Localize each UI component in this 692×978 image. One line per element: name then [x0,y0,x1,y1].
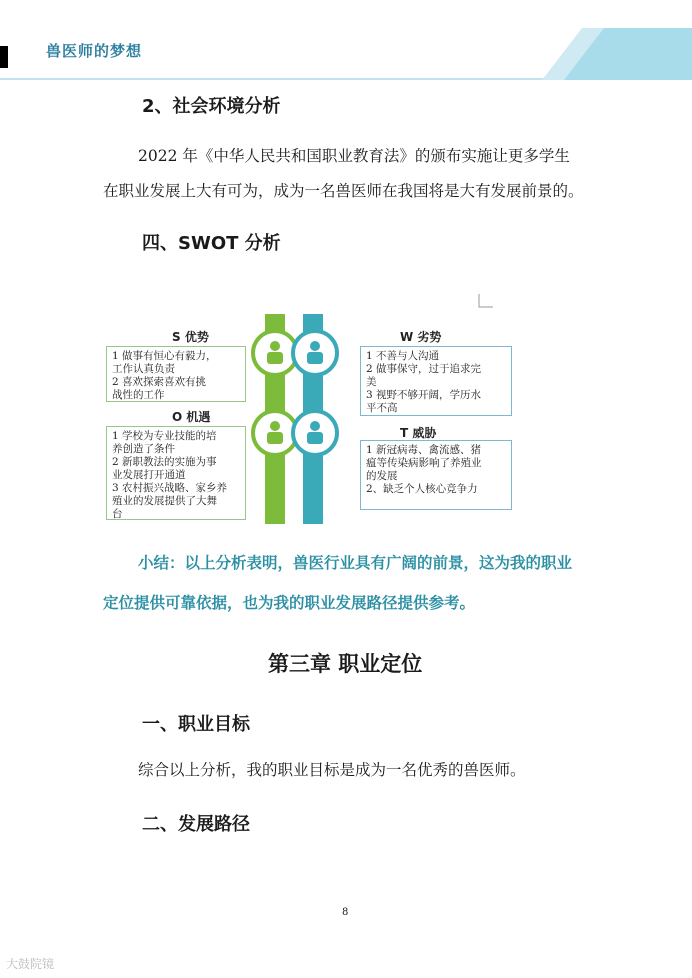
chapter-title: 第三章 职业定位 [268,652,423,676]
corner-mark [478,293,494,309]
section-heading-social: 2、社会环境分析 [142,96,281,117]
watermark-text: 大鼓院镜 [6,957,55,971]
section-heading-swot: 四、SWOT 分析 [142,233,281,254]
social-paragraph-line2: 在职业发展上大有可为，成为一名兽医师在我国将是大有发展前景的。 [103,182,584,200]
swot-weaknesses-box: 1 不善与人沟通 2 做事保守，过于追求完 美 3 视野不够开阔，学历水 平不高 [360,346,512,416]
summary-line1: 小结：以上分析表明，兽医行业具有广阔的前景，这为我的职业 [138,554,573,572]
goal-paragraph: 综合以上分析，我的职业目标是成为一名优秀的兽医师。 [138,761,526,779]
section-heading-goal: 一、职业目标 [142,714,250,735]
swot-strengths-box: 1 做事有恒心有毅力， 工作认真负责 2 喜欢探索喜欢有挑 战性的工作 [106,346,246,402]
swot-opportunities-box: 1 学校为专业技能的培 养创造了条件 2 新职教法的实施为事 业发展打开通道 3 农村振兴战略、家乡养 殖业的发展提供了大舞 台 [106,426,246,520]
swot-diagram [100,310,520,525]
section-heading-path: 二、发展路径 [142,814,250,835]
swot-strengths-title: S 优势 [172,330,209,344]
social-paragraph-line1: 2022 年《中华人民共和国职业教育法》的颁布实施让更多学生 [138,147,570,165]
header-marker [0,46,8,68]
swot-person-icons [250,328,370,458]
document-header-title: 兽医师的梦想 [46,42,143,60]
summary-line2: 定位提供可靠依据，也为我的职业发展路径提供参考。 [103,594,476,612]
swot-opportunities-title: O 机遇 [172,410,211,424]
page-number: 8 [342,907,349,918]
swot-weaknesses-title: W 劣势 [400,330,442,344]
swot-threats-box: 1 新冠病毒、禽流感、猪 瘟等传染病影响了养殖业 的发展 2、缺乏个人核心竞争力 [360,440,512,510]
watermark-logo [6,955,54,972]
swot-threats-title: T 威胁 [400,426,437,440]
header-decoration [542,28,692,80]
